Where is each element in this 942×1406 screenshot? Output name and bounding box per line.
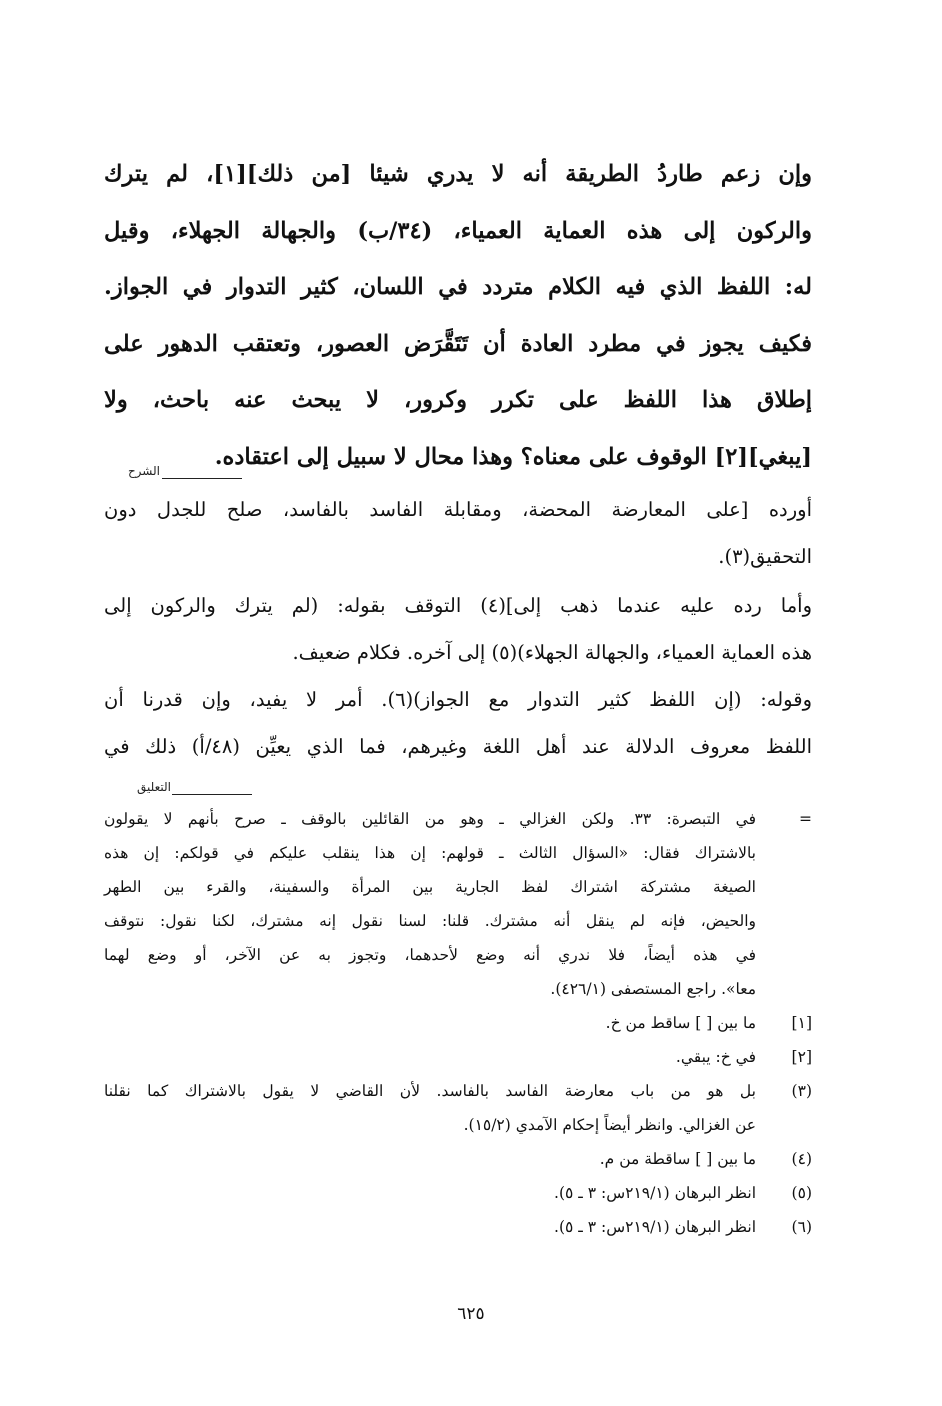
footnote-number: [١] — [791, 1014, 812, 1032]
footnote-line: انظر البرهان (٢١٩/١س: ٣ ـ ٥). — [554, 1218, 756, 1236]
footnote-item — [104, 1142, 812, 1176]
sharh-label: الشرح — [127, 464, 160, 478]
main-text-line: إطلاق هذا اللفظ على تكرر وكرور، لا يبحث عنه باحث، ولا — [104, 387, 812, 413]
main-text — [104, 146, 812, 485]
sharh-line: التحقيق(٣). — [718, 545, 812, 568]
sharh-line: أورده [على المعارضة المحضة، ومقابلة الفاسد بالفاسد، صلح للجدل دون — [104, 498, 812, 521]
sharh-paragraph — [104, 486, 812, 580]
footnote-line: عن الغزالي. وانظر أيضاً إحكام الآمدي (١٥/٢). — [463, 1116, 756, 1134]
sharh-line: اللفظ معروف الدلالة عند أهل اللغة وغيرهم، فما الذي يعيِّن (٤٨/أ) ذلك في — [104, 735, 812, 758]
footnote-continuation — [104, 802, 812, 1006]
footnote-number: (٦) — [791, 1218, 812, 1236]
footnote-line: الصيغة مشتركة اشتراك لفظ الجارية بين المرأة والسفينة، والقرء بين الطهر — [104, 878, 756, 896]
footnote-line: في التبصرة: ٣٣. ولكن الغزالي ـ وهو من القائلين بالوقف ـ صرح بأنهم لا يقولون — [104, 810, 756, 828]
main-text-line: وإن زعم طاردُ الطريقة أنه لا يدري شيئا [من ذلك][١]، لم يترك — [104, 161, 812, 187]
sharh-line: وقوله: (إن اللفظ كثير التدوار مع الجواز)(٦). أمر لا يفيد، وإن قدرنا أن — [104, 688, 812, 711]
main-text-line: [يبغي][٢] الوقوف على معناه؟ وهذا محال لا سبيل إلى اعتقاده. — [214, 443, 812, 470]
sharh-text — [104, 486, 812, 770]
footnote-line: في هذه أيضاً، فلا ندري أنه وضع لأحدهما، وتجوز به عن الآخر، أو وضع لهما — [104, 946, 756, 964]
footnote-line: بالاشتراك فقال: «السؤال الثالث ـ قولهم: إن هذا ينقلب عليكم في قولكم: إن هذه — [104, 844, 756, 862]
footnote-number: (٣) — [791, 1082, 812, 1100]
sharh-paragraph — [104, 676, 812, 770]
footnote-item — [104, 1006, 812, 1040]
sharh-line: هذه العماية العمياء، والجهالة الجهلاء)(٥) إلى آخره. فكلام ضعيف. — [292, 641, 812, 664]
footnote-line: معا». راجع المستصفى (٤٢٦/١). — [550, 980, 756, 998]
continuation-marker: = — [799, 810, 812, 828]
footnote-line: في خ: يبقي. — [675, 1048, 756, 1066]
main-text-line: له: اللفظ الذي فيه الكلام متردد في اللسان، كثير التدوار في الجواز. — [104, 274, 812, 300]
footnote-line: ما بين [ ] ساقط من خ. — [605, 1014, 756, 1032]
sharh-separator — [162, 478, 242, 479]
main-text-line: فكيف يجوز في مطرد العادة أن تَتَقَّرَض العصور، وتعتقب الدهور على — [104, 330, 812, 357]
footnote-line: انظر البرهان (٢١٩/١س: ٣ ـ ٥). — [554, 1184, 756, 1202]
taliq-label: التعليق — [136, 780, 171, 794]
main-text-line: والركون إلى هذه العماية العمياء، (٣٤/ب) والجهالة الجهلاء، وقيل — [104, 217, 813, 244]
footnote-item — [104, 1074, 812, 1142]
page-number: ٦٢٥ — [457, 1304, 485, 1324]
footnote-line: ما بين [ ] ساقطة من م. — [599, 1150, 756, 1168]
footnote-item — [104, 1040, 812, 1074]
sharh-paragraph — [104, 582, 812, 676]
footnote-number: (٥) — [791, 1184, 812, 1202]
footnotes — [104, 802, 812, 1244]
footnote-number: (٤) — [791, 1150, 812, 1168]
sharh-line: وأما رده عليه عندما ذهب إلى](٤) التوقف بقوله: (لم يترك والركون إلى — [104, 594, 812, 617]
taliq-separator — [172, 794, 252, 795]
footnote-number: [٢] — [791, 1048, 812, 1066]
footnote-item — [104, 1176, 812, 1210]
footnote-line: والحيض، فإنه لم ينقل أنه مشترك. قلنا: لسنا نقول إنه مشترك، لكنا نقول: نتوقف — [104, 912, 756, 930]
footnote-line: بل هو من باب معارضة الفاسد بالفاسد. لأن القاضي لا يقول بالاشتراك كما نقلنا — [104, 1082, 756, 1100]
footnote-item — [104, 1210, 812, 1244]
